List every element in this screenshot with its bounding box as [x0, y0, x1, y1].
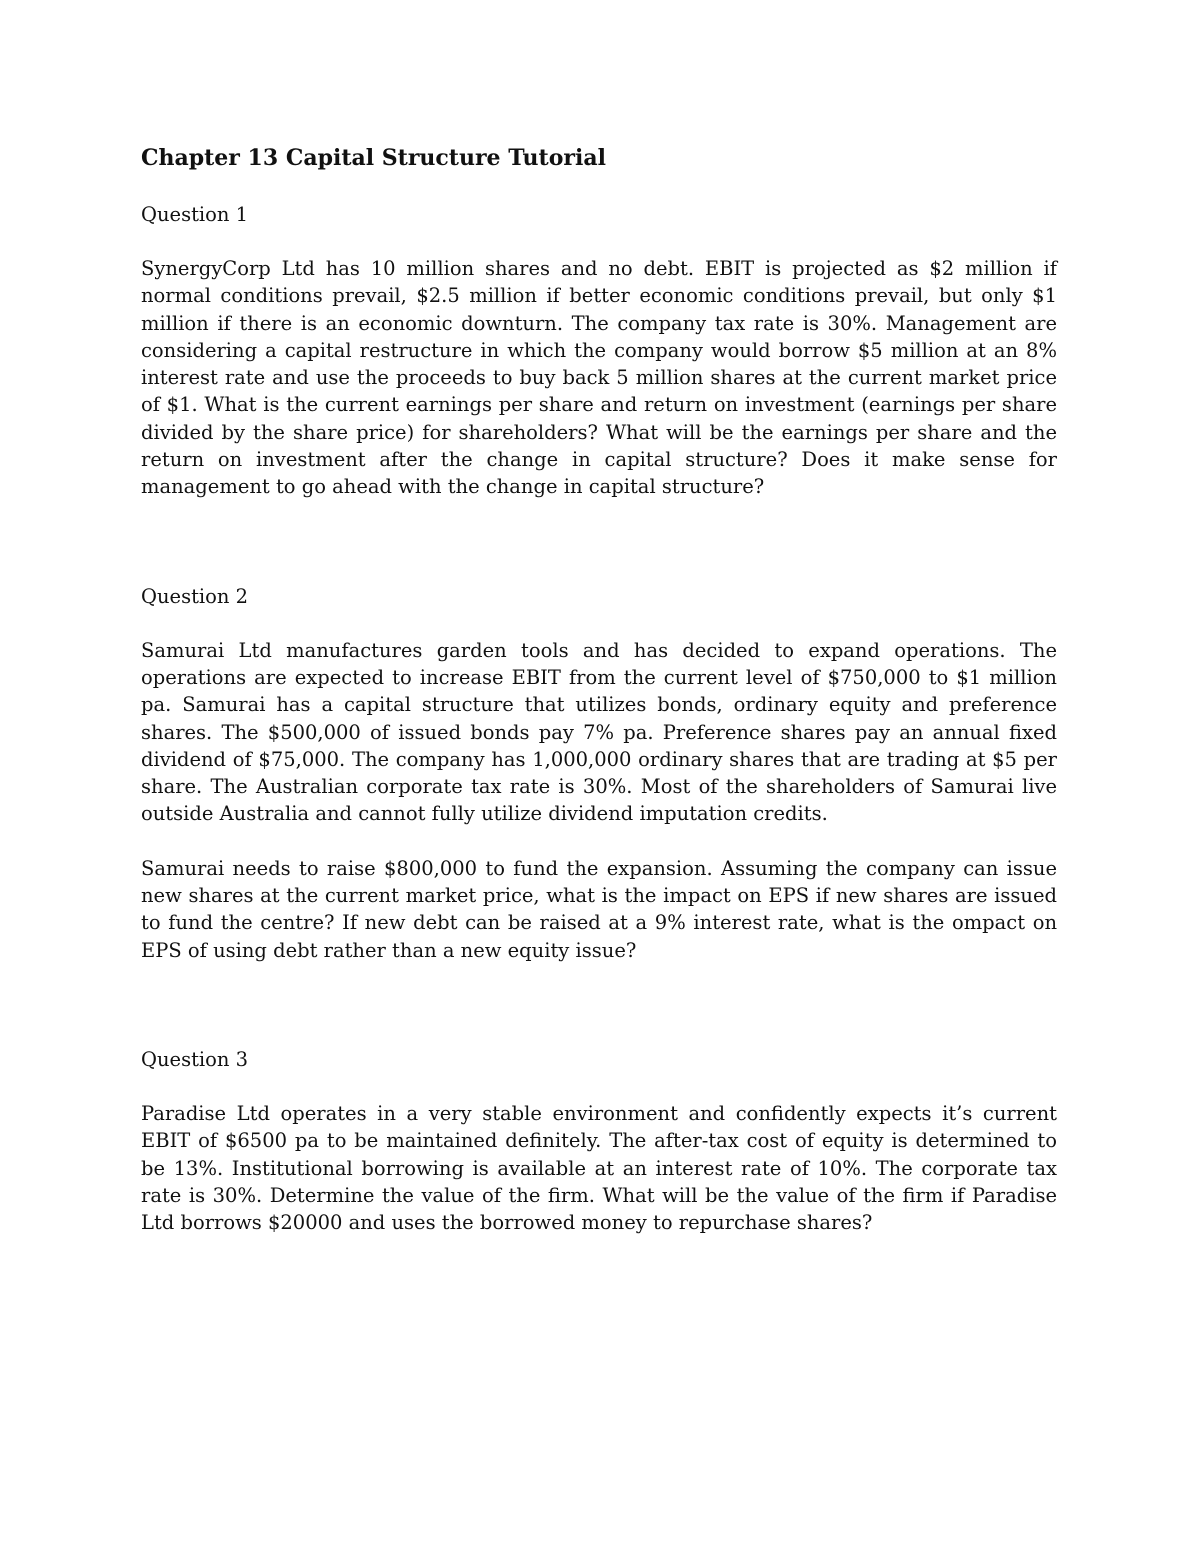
- question-3-text: Paradise Ltd operates in a very stable environment and confidently expects it’s current EBIT of $6500 pa to be maintained definitely. The after-tax cost of equity is determined to be 13%. Institutional borrowing is available at an interest rate of 10%. The corporate tax rate is 30%. Determine the value of the firm. What will be the value of the firm if Paradise Ltd borrows $20000 and uses the borrowed money to repurchase shares?: [141, 1101, 1057, 1235]
- question-3-heading: Question 3: [141, 1047, 249, 1071]
- question-1-text: SynergyCorp Ltd has 10 million shares and no debt. EBIT is projected as $2 million if normal conditions prevail, $2.5 million if better economic conditions prevail, but only $1 million if there is an economic downturn. The company tax rate is 30%. Management are considering a capital restructure in which the company would borrow $5 million at an 8% interest rate and use the proceeds to buy back 5 million shares at the current market price of $1. What is the current earnings per share and return on investment (earnings per share divided by the share price) for shareholders? What will be the earnings per share and the return on investment after the change in capital structure? Does it make sense for management to go ahead with the change in capital structure?: [141, 257, 1057, 499]
- document-page: [141, 140, 1057, 1236]
- document-title: Chapter 13 Capital Structure Tutorial: [141, 145, 606, 171]
- question-2-heading: Question 2: [141, 584, 249, 608]
- question-2-text-2: Samurai needs to raise $800,000 to fund the expansion. Assuming the company can issue new shares at the current market price, what is the impact on EPS if new shares are issued to fund the centre? If new debt can be raised at a 9% interest rate, what is the ompact on EPS of using debt rather than a new equity issue?: [141, 856, 1057, 962]
- question-2-text-1: Samurai Ltd manufactures garden tools and has decided to expand operations. The operations are expected to increase EBIT from the current level of $750,000 to $1 million pa. Samurai has a capital structure that utilizes bonds, ordinary equity and preference shares. The $500,000 of issued bonds pay 7% pa. Preference shares pay an annual fixed dividend of $75,000. The company has 1,000,000 ordinary shares that are trading at $5 per share. The Australian corporate tax rate is 30%. Most of the shareholders of Samurai live outside Australia and cannot fully utilize dividend imputation credits.: [141, 638, 1057, 826]
- question-1-heading: Question 1: [141, 203, 249, 226]
